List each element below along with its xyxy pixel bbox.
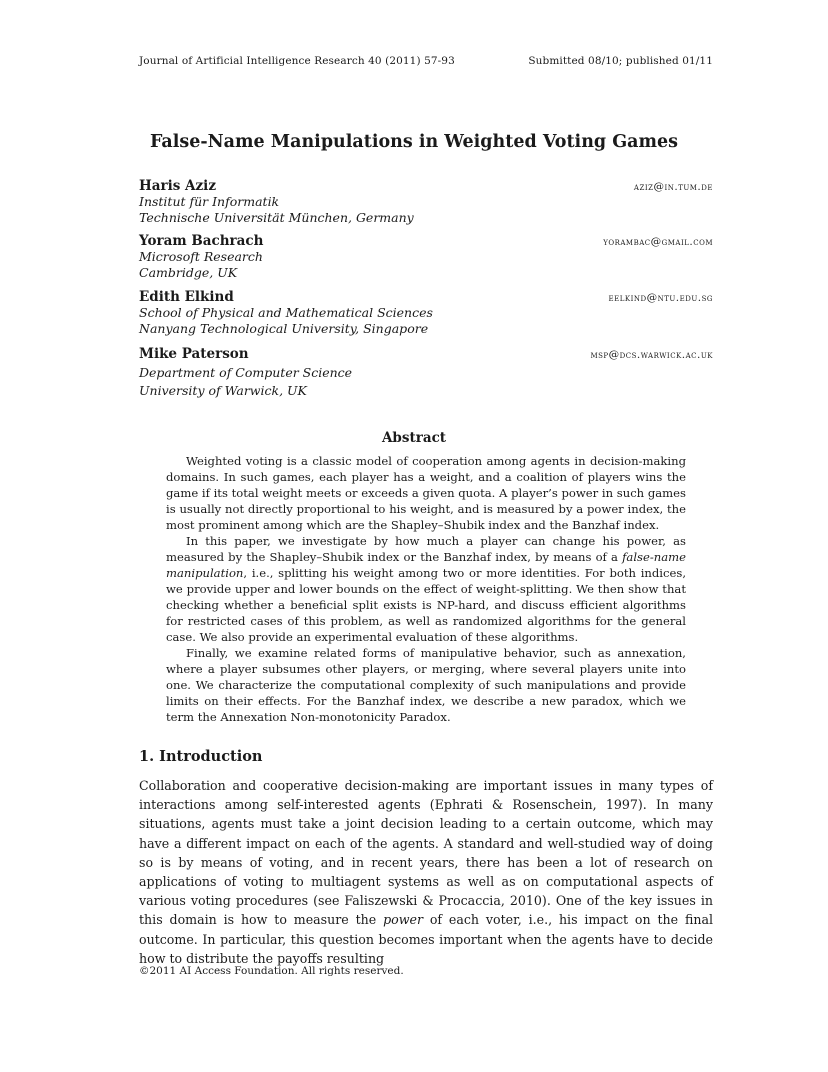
emphasis-text: power <box>383 912 423 928</box>
submission-dates: Submitted 08/10; published 01/11 <box>528 55 713 67</box>
introduction-text <box>139 776 713 968</box>
author-name: Haris Aziz <box>139 178 216 194</box>
abstract-heading: Abstract <box>381 430 447 446</box>
author-email: aziz@in.tum.de <box>633 181 713 193</box>
emphasis-text: false-name manipulation <box>166 550 686 580</box>
author-email: yorambac@gmail.com <box>603 236 713 248</box>
abstract-paragraph: Weighted voting is a classic model of cooperation among agents in decision-making domains. In such games, each player has a weight, and a coalition of players wins the game if its total weight meets or exceeds a given quota. A player’s power in such games is usually not directly proportional to his weight, and is measured by a power index, the most prominent among which are the Shapley–Shubik index and the Banzhaf index. <box>166 454 686 532</box>
author-email: eelkind@ntu.edu.sg <box>608 292 713 304</box>
author-affiliation-line: School of Physical and Mathematical Sciences <box>139 305 433 320</box>
abstract-body <box>166 453 686 725</box>
author-name: Edith Elkind <box>139 289 234 305</box>
section-heading: 1. Introduction <box>139 748 263 765</box>
body-paragraph: Collaboration and cooperative decision-making are important issues in many types of interactions among self-interested agents (Ephrati & Rosenschein, 1997). In many situations, agents must take a joint decision leading to a certain outcome, which may have a different impact on each of the agents. A standard and well-studied way of doing so is by means of voting, and in recent years, there has been a lot of research on applications of voting to multiagent systems as well as on computational aspects of various voting procedures (see Faliszewski & Procaccia, 2010). One of the key issues in this domain is how to measure the power of each voter, i.e., his impact on the final outcome. In particular, this question becomes important when the agents have to decide how to distribute the payoffs resulting <box>139 778 713 966</box>
author-affiliation-line: Technische Universität München, Germany <box>139 210 414 225</box>
author-email: msp@dcs.warwick.ac.uk <box>590 349 713 361</box>
abstract-paragraph: In this paper, we investigate by how much a player can change his power, as measured by the Shapley–Shubik index or the Banzhaf index, by means of a false-name manipulation, i.e., splitting his weight among two or more identities. For both indices, we provide upper and lower bounds on the effect of weight-splitting. We then show that checking whether a beneficial split exists is NP-hard, and discuss efficient algorithms for restricted cases of this problem, as well as randomized algorithms for the general case. We also provide an experimental evaluation of these algorithms. <box>166 534 686 644</box>
author-affiliation-line: Institut für Informatik <box>139 194 280 209</box>
paper-title: False-Name Manipulations in Weighted Voting Games <box>149 132 679 152</box>
author-affiliation-line: University of Warwick, UK <box>139 383 307 398</box>
abstract-paragraph: Finally, we examine related forms of manipulative behavior, such as annexation, where a player subsumes other players, or merging, where several players unite into one. We characterize the computational complexity of such manipulations and provide limits on their effects. For the Banzhaf index, we describe a new paradox, which we term the Annexation Non-monotonicity Paradox. <box>166 646 686 724</box>
author-name: Mike Paterson <box>139 346 249 362</box>
author-block <box>139 233 713 281</box>
author-name: Yoram Bachrach <box>139 233 264 249</box>
copyright-footer: ©2011 AI Access Foundation. All rights reserved. <box>139 965 404 977</box>
running-head <box>139 55 713 67</box>
author-affiliation-line: Nanyang Technological University, Singapore <box>139 321 429 336</box>
author-affiliation-line: Department of Computer Science <box>139 365 353 380</box>
author-affiliation-line: Cambridge, UK <box>139 265 238 280</box>
author-block <box>139 289 713 337</box>
author-block <box>139 346 713 399</box>
journal-citation: Journal of Artificial Intelligence Research 40 (2011) 57-93 <box>139 55 455 67</box>
author-affiliation-line: Microsoft Research <box>139 249 263 264</box>
author-block <box>139 178 713 226</box>
